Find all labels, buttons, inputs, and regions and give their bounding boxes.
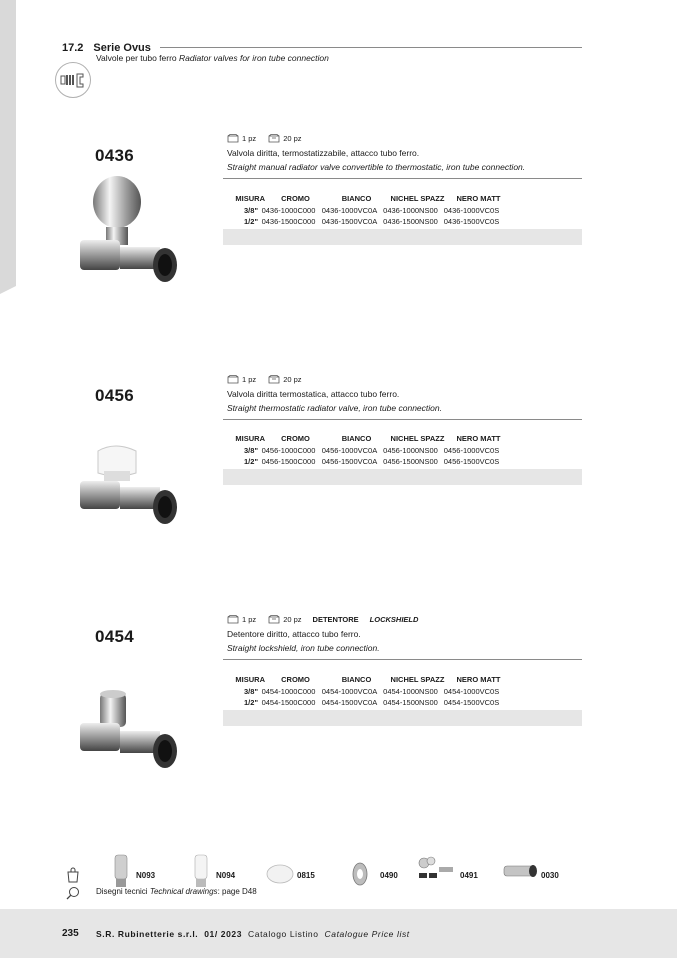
table-header: MISURA CROMO BIANCO NICHEL SPAZZ NERO MATT — [235, 674, 501, 684]
description-en: Straight thermostatic radiator valve, iron tube connection. — [227, 403, 442, 413]
page-footer — [0, 909, 677, 958]
drawings-page-link[interactable]: : page D48 — [217, 887, 257, 896]
table-rule — [223, 178, 582, 179]
table-header: MISURA CROMO BIANCO NICHEL SPAZZ NERO MATT — [235, 433, 501, 443]
section-title: Serie Ovus — [93, 42, 151, 54]
product-table — [223, 672, 582, 726]
pack-small: 1 pz — [242, 615, 257, 624]
thermostatic-head-white-icon — [190, 853, 212, 889]
table-row: 1/2" 0454-1500C000 0454-1500VC0A 0454-1500NS00 0454-1500VC0S — [244, 698, 500, 707]
footer-text: S.R. Rubinetterie s.r.l. 01/ 2023 Catalogo Listino Catalogue Price list — [96, 929, 410, 939]
box-small-icon — [227, 375, 239, 384]
description-en: Straight lockshield, iron tube connection. — [227, 643, 380, 653]
product-code: 0454 — [95, 627, 135, 646]
box-small-icon — [227, 134, 239, 143]
table-rule — [223, 659, 582, 660]
description-it: Valvola diritta termostatica, attacco tubo ferro. — [227, 389, 400, 399]
section-header — [62, 38, 582, 63]
fittings-set-icon — [415, 853, 457, 885]
table-rule — [223, 419, 582, 420]
shopping-bag-icon — [65, 867, 81, 883]
header-rule — [160, 47, 582, 48]
box-large-icon — [268, 375, 280, 384]
valve-0456-photo — [70, 424, 190, 554]
box-small-icon — [227, 615, 239, 624]
valve-0436-photo — [70, 172, 190, 302]
table-row: 1/2" 0436-1500C000 0436-1500VC0A 0436-1500NS00 0436-1500VC0S — [244, 217, 500, 226]
product-code: 0436 — [95, 146, 135, 165]
tag-en: LOCKSHIELD — [369, 615, 419, 624]
accessories-row: N093 N094 0815 0490 0491 0030 — [60, 853, 600, 898]
table-row: 3/8" 0456-1000C000 0456-1000VC0A 0456-1000NS00 0456-1000VC0S — [244, 446, 500, 455]
technical-drawings-note: Disegni tecnici Technical drawings: page D48 — [66, 887, 257, 896]
product-code: 0456 — [95, 386, 135, 405]
box-large-icon — [268, 134, 280, 143]
product-table — [223, 431, 582, 485]
pack-large: 20 pz — [283, 134, 302, 143]
table-row: 3/8" 0436-1000C000 0436-1000VC0A 0436-1000NS00 0436-1000VC0S — [244, 206, 500, 215]
side-tab — [0, 0, 16, 286]
tag-it: DETENTORE — [312, 615, 359, 624]
page-number: 235 — [62, 928, 79, 939]
packaging-info — [227, 615, 418, 624]
iron-tube-category-icon — [55, 62, 91, 98]
table-row: 1/2" 0456-1500C000 0456-1500VC0A 0456-1500NS00 0456-1500VC0S — [244, 457, 500, 466]
thermostatic-head-icon — [110, 853, 132, 889]
magnifier-icon — [66, 886, 80, 900]
table-header: MISURA CROMO BIANCO NICHEL SPAZZ NERO MATT — [235, 193, 501, 203]
table-row: 3/8" 0454-1000C000 0454-1000VC0A 0454-1000NS00 0454-1000VC0S — [244, 687, 500, 696]
rosette-icon — [350, 859, 370, 889]
subtitle-en: Radiator valves for iron tube connection — [179, 53, 329, 63]
pack-large: 20 pz — [283, 375, 302, 384]
valve-0454-photo — [70, 670, 190, 800]
packaging-info — [227, 375, 302, 384]
pack-small: 1 pz — [242, 134, 257, 143]
subtitle-it: Valvole per tubo ferro — [96, 53, 177, 63]
description-it: Valvola diritta, termostatizzabile, attacco tubo ferro. — [227, 148, 420, 158]
description-en: Straight manual radiator valve convertible to thermostatic, iron tube connection. — [227, 162, 526, 172]
cap-icon — [265, 859, 295, 889]
table-shade-row — [223, 710, 582, 726]
table-shade-row — [223, 229, 582, 245]
coupling-icon — [500, 859, 538, 889]
description-it: Detentore diritto, attacco tubo ferro. — [227, 629, 361, 639]
table-shade-row — [223, 469, 582, 485]
packaging-info — [227, 134, 302, 143]
pack-small: 1 pz — [242, 375, 257, 384]
section-number: 17.2 — [62, 42, 84, 54]
product-table — [223, 191, 582, 245]
pack-large: 20 pz — [283, 615, 302, 624]
section-subtitle — [96, 53, 329, 63]
box-large-icon — [268, 615, 280, 624]
